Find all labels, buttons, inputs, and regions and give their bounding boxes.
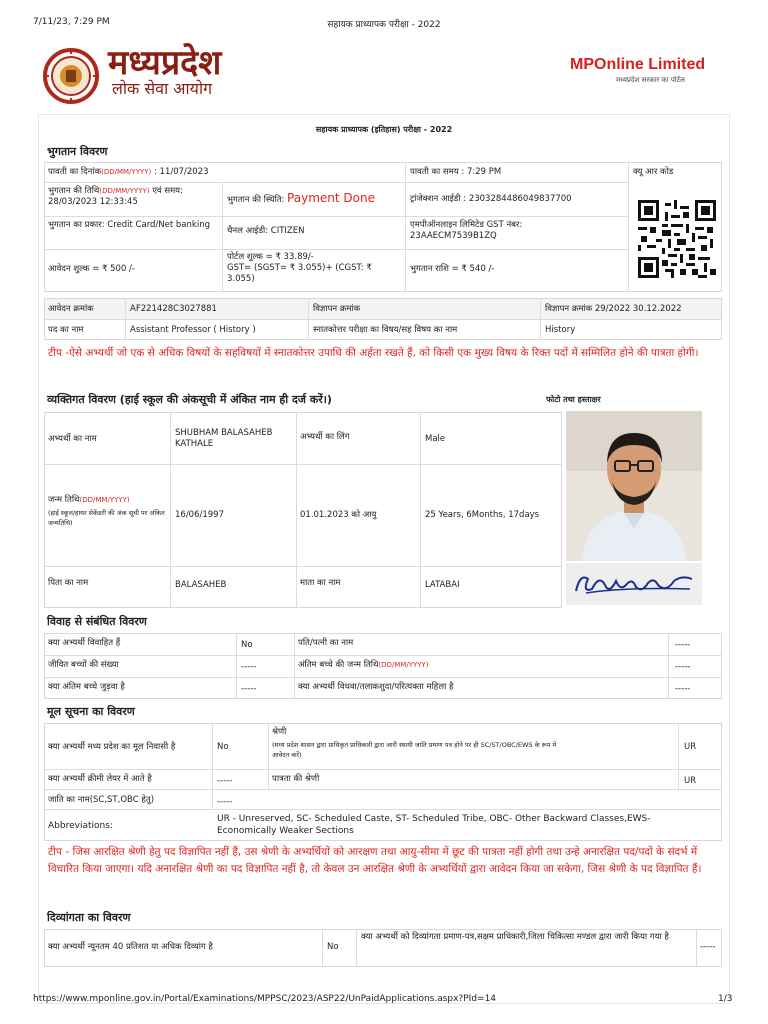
app-no-value: AF221428C3027881 <box>130 304 217 314</box>
name-label: अभ्यर्थी का नाम <box>48 434 97 444</box>
children-label: जीवित बच्चों की संख्या <box>48 660 119 670</box>
payment-date-value: 28/03/2023 12:33:45 <box>48 197 138 207</box>
signature-image <box>566 563 702 605</box>
caste-value: ----- <box>217 797 233 807</box>
gender-label: अभ्यर्थी का लिंग <box>300 432 350 442</box>
married-value: No <box>241 640 253 650</box>
abbr-value: UR - Unreserved, SC- Scheduled Caste, ST- Scheduled Tribe, OBC- Other Backward Classes,EWS- Economically Weaker Sections <box>217 814 651 836</box>
widow-value: ----- <box>675 684 691 694</box>
payment-date-label: भुगतान की तिथि <box>48 186 100 196</box>
page-number: 1/3 <box>718 994 733 1004</box>
age-label: 01.01.2023 को आयु <box>300 510 377 520</box>
disability-q1-label: क्या अभ्यर्थी न्यूनतम 40 प्रतिशत या अधिक दिव्यांग है <box>48 942 213 952</box>
age-value: 25 Years, 6Months, 17days <box>425 510 540 520</box>
dob-value: 16/06/1997 <box>175 510 224 520</box>
father-value: BALASAHEB <box>175 580 227 590</box>
eligible-category-label: पात्रता की श्रेणी <box>272 774 320 784</box>
total-amount: भुगतान राशि = ₹ 540 /- <box>410 264 495 274</box>
twins-value: ----- <box>241 684 257 694</box>
gst-value: 23AAECM7539B1ZQ <box>410 231 497 241</box>
category-note: (मध्य प्रदेश शासन द्वारा प्राधिकृत प्राधिकारी द्वारा जारी स्थायी जाति प्रमाण पत्र होने पर ही SC/ST/OBC/EWS के रूप मे आवेदन करें) <box>272 741 557 759</box>
disability-q2-label: क्या अभ्यर्थी को दिव्यांगता प्रमाण-पत्र,सक्षम प्राधिकारी,जिला चिकित्सा मण्डल द्वारा जारी किया गया है <box>361 932 669 942</box>
payment-type-label: भुगतान का प्रकार: <box>48 220 105 230</box>
photo-label: फोटो तथा हस्ताक्षर <box>546 395 601 404</box>
payment-date-suffix: एवं समय: <box>149 186 183 196</box>
mp-emblem-icon <box>40 48 102 104</box>
widow-label: क्या अभ्यर्थी विधवा/तलाकशुदा/परित्यक्ता महिला है <box>298 682 454 692</box>
adv-no-value: विज्ञापन क्रमांक 29/2022 30.12.2022 <box>545 304 682 314</box>
receipt-date-value: : 11/07/2023 <box>151 167 209 177</box>
payment-type-value: Credit Card/Net banking <box>107 220 210 230</box>
payment-status-value: Payment Done <box>287 191 375 205</box>
payment-date-format: (DD/MM/YYYY) <box>99 187 150 195</box>
application-fee: आवेदन शुल्क = ₹ 500 /- <box>48 264 135 274</box>
disability-q2-value: ----- <box>700 942 716 952</box>
twins-label: क्या अंतिम बच्चे जुड़वा है <box>48 682 125 692</box>
receipt-date-format: (DD/MM/YYYY) <box>101 168 152 176</box>
children-value: ----- <box>241 662 257 672</box>
dob-note: (हाई स्कूल/हायर सेकेंडरी की अंक सूची पर अंकित जन्मतिथि) <box>48 509 165 527</box>
payment-status-label: भुगतान की स्थिति: <box>227 195 285 205</box>
subject-value: History <box>545 325 576 335</box>
spouse-label: पति/पत्नी का नाम <box>298 638 354 648</box>
last-child-format: (DD/MM/YYYY) <box>378 661 429 669</box>
candidate-photo <box>566 411 702 561</box>
exam-title: सहायक प्राध्यापक (इतिहास) परीक्षा - 2022 <box>315 125 453 134</box>
qr-code-icon <box>638 200 716 278</box>
dob-format: (DD/MM/YYYY) <box>79 496 130 504</box>
print-url[interactable]: https://www.mponline.gov.in/Portal/Examinations/MPPSC/2023/ASP22/UnPaidApplications.aspx?PId=14 <box>33 994 497 1004</box>
creamy-label: क्या अभ्यर्थी क्रीमी लेयर में आते है <box>48 774 152 784</box>
personal-heading: व्यक्तिगत विवरण (हाई स्कूल की अंकसूची में अंकित नाम ही दर्ज करें।) <box>47 393 332 406</box>
print-datetime: 7/11/23, 7:29 PM <box>33 17 110 27</box>
partner-subtitle: मध्यप्रदेश सरकार का पोर्टल <box>616 76 685 84</box>
abbr-label: Abbreviations: <box>48 821 113 831</box>
category-value: UR <box>684 742 697 752</box>
eligible-category-value: UR <box>684 776 697 786</box>
gst-calc: GST= (SGST= ₹ 3.055)+ (CGST: ₹ 3.055) <box>227 263 372 284</box>
post-value: Assistant Professor ( History ) <box>130 325 256 335</box>
native-label: क्या अभ्यर्थी मध्य प्रदेश का मूल निवासी है <box>48 742 176 752</box>
note-subjects: टीप -ऐसे अभ्यर्थी जो एक से अधिक विषयों के सहविषयों में स्नातकोत्तर उपाधि की अर्हता रखते हैं, को किसी एक मुख्य विषय के रिक्त पदों में सम्मिलित होने की पात्रता होगी। <box>48 347 699 359</box>
category-label: श्रेणी <box>272 727 287 737</box>
creamy-value: ----- <box>217 776 233 786</box>
adv-no-label: विज्ञापन क्रमांक <box>313 304 361 314</box>
mother-value: LATABAI <box>425 580 460 590</box>
brand-tagline: लोक सेवा आयोग <box>112 79 213 98</box>
print-title: सहायक प्राध्यापक परीक्षा - 2022 <box>327 20 441 30</box>
post-label: पद का नाम <box>48 325 84 335</box>
gst-label: एमपीऑनलाइन लिमिटेड GST नंबर: <box>410 220 523 230</box>
receipt-date-label: पावती का दिनांक <box>48 167 102 177</box>
subject-label: स्नातकोत्तर परीक्षा का विषय/सह विषय का नाम <box>313 325 458 335</box>
domicile-heading: मूल सूचना का विवरण <box>47 705 135 718</box>
note-reservation: टीप - जिस आरक्षित श्रेणी हेतु पद विज्ञापित नहीं हैं, उस श्रेणी के अभ्यर्थियों को आरक्षण तथा आयु-सीमा में छूट की पात्रता नहीं होगी तथा उन्हे अनारक्षित पद/पदों के संदर्भ में विचारित किया जाएगा। यदि अनारक्षित श्रेणी का पद विज्ञापित नहीं है, तो केवल उन आरक्षित श्रेणी के अभ्यर्थियों द्वारा आवेदन किया जा सकेगा, जिस श्रेणी के पद विज्ञापित हैं। <box>48 846 702 875</box>
last-child-value: ----- <box>675 662 691 672</box>
married-label: क्या अभ्यर्थी विवाहित हैं <box>48 638 121 648</box>
payment-heading: भुगतान विवरण <box>47 145 108 158</box>
portal-fee: पोर्टल शुल्क = ₹ 33.89/- <box>227 252 314 262</box>
disability-q1-value: No <box>327 942 339 952</box>
disability-heading: दिव्यांगता का विवरण <box>47 911 131 924</box>
channel-id: चैनल आईडी: CITIZEN <box>227 226 305 236</box>
partner-logo: MPOnline Limited <box>570 56 706 73</box>
spouse-value: ----- <box>675 640 691 650</box>
name-value: SHUBHAM BALASAHEB KATHALE <box>175 428 273 449</box>
gender-value: Male <box>425 434 446 444</box>
app-no-label: आवेदन क्रमांक <box>48 304 94 314</box>
native-value: No <box>217 742 229 752</box>
transaction-id: ट्रांजेक्शन आईडी : 230328448604983770​0 <box>410 194 572 204</box>
receipt-time: पावती का समय : 7:29 PM <box>410 167 502 177</box>
qr-label: क्यू आर कोड <box>633 167 674 177</box>
marital-heading: विवाह से संबंधित विवरण <box>47 615 147 628</box>
caste-label: जाति का नाम(SC,ST,OBC हेतु) <box>48 795 155 805</box>
last-child-label: अंतिम बच्चे की जन्म तिथि <box>298 660 379 670</box>
brand-name: मध्यप्रदेश <box>108 43 222 83</box>
dob-label: जन्म तिथि <box>48 495 80 505</box>
mother-label: माता का नाम <box>300 578 341 588</box>
father-label: पिता का नाम <box>48 578 89 588</box>
